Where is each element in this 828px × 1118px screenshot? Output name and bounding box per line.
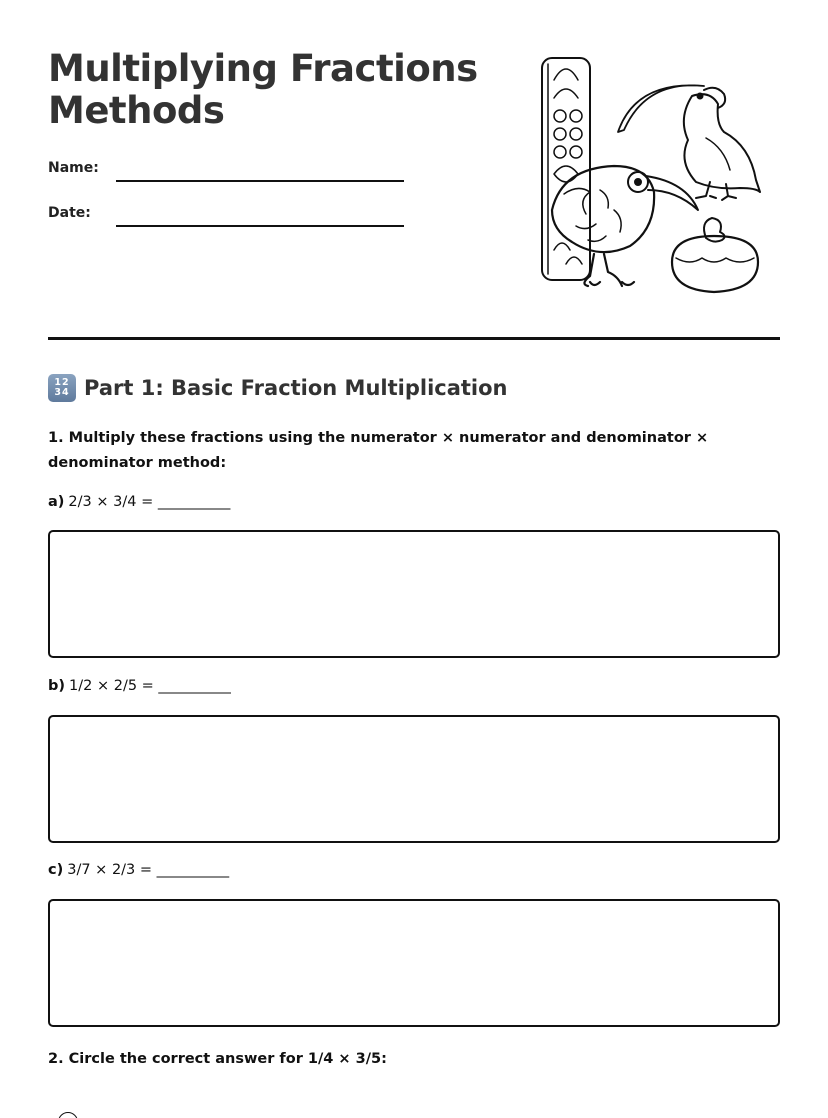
- problem-label: a): [48, 494, 65, 510]
- worksheet-title: Multiplying Fractions Methods: [48, 47, 478, 132]
- part1-heading: [48, 374, 508, 402]
- problem-b: [48, 678, 231, 694]
- problem-label: c): [48, 862, 64, 878]
- pudding-icon: [672, 218, 758, 292]
- problem-text: 2/3 × 3/4 = __________: [68, 494, 231, 510]
- problem-text: 1/2 × 2/5 = __________: [69, 678, 231, 694]
- answer-box-c[interactable]: [48, 899, 780, 1027]
- name-label: Name:: [48, 160, 99, 176]
- question2-prompt: 2. Circle the correct answer for 1/4 × 3/5:: [48, 1051, 387, 1067]
- part1-title: Part 1: Basic Fraction Multiplication: [84, 376, 508, 400]
- problem-a: [48, 494, 230, 510]
- answer-choice-radio[interactable]: [58, 1112, 78, 1118]
- problem-text: 3/7 × 2/3 = __________: [67, 862, 230, 878]
- answer-box-a[interactable]: [48, 530, 780, 658]
- kiwi-bird-icon: [552, 166, 698, 286]
- numbers-icon: 12 34: [48, 374, 76, 402]
- date-label: Date:: [48, 205, 91, 221]
- date-field[interactable]: [116, 225, 404, 227]
- nz-birds-illustration-icon: [530, 50, 770, 300]
- problem-label: b): [48, 678, 66, 694]
- question1-prompt: 1. Multiply these fractions using the numerator × numerator and denominator × denominator method:: [48, 430, 709, 471]
- problem-c: [48, 862, 229, 878]
- header-divider: [48, 337, 780, 340]
- answer-box-b[interactable]: [48, 715, 780, 843]
- name-field[interactable]: [116, 180, 404, 182]
